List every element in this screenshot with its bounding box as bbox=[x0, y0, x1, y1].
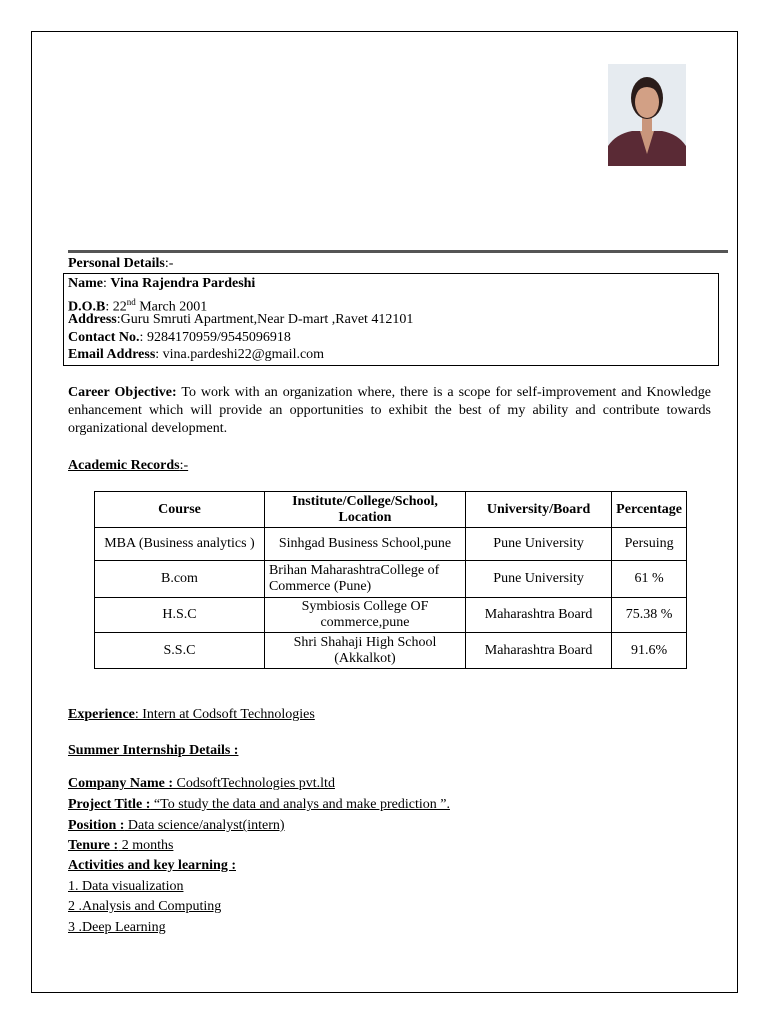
percentage-cell: 61 % bbox=[612, 561, 687, 598]
header-divider bbox=[68, 250, 728, 253]
company-name-line: Company Name : CodsoftTechnologies pvt.ltd bbox=[68, 776, 335, 791]
project-title-line: Project Title : “To study the data and analys and make prediction ”. bbox=[68, 797, 450, 812]
course-cell: B.com bbox=[95, 561, 265, 598]
board-cell: Pune University bbox=[466, 528, 612, 561]
internship-heading: Summer Internship Details : bbox=[68, 743, 239, 758]
tenure-line: Tenure : 2 months bbox=[68, 838, 174, 853]
percentage-cell: Persuing bbox=[612, 528, 687, 561]
academic-records-heading: Academic Records:- bbox=[68, 458, 189, 473]
personal-details-heading: Personal Details:- bbox=[68, 256, 174, 271]
email-row: Email Address: vina.pardeshi22@gmail.com bbox=[68, 347, 325, 362]
column-header: Course bbox=[95, 492, 265, 528]
institute-cell: Shri Shahaji High School (Akkalkot) bbox=[264, 633, 465, 669]
course-cell: H.S.C bbox=[95, 598, 265, 633]
academic-records-table bbox=[94, 491, 687, 669]
table-row bbox=[95, 561, 687, 598]
address-row: Address:Guru Smruti Apartment,Near D-mart ,Ravet 412101 bbox=[68, 312, 414, 327]
institute-cell: Sinhgad Business School,pune bbox=[264, 528, 465, 561]
table-header-row bbox=[95, 492, 687, 528]
table-row bbox=[95, 528, 687, 561]
table-row bbox=[95, 633, 687, 669]
column-header: Percentage bbox=[612, 492, 687, 528]
profile-photo bbox=[608, 64, 686, 166]
activity-item: 2 .Analysis and Computing bbox=[68, 899, 222, 914]
course-cell: MBA (Business analytics ) bbox=[95, 528, 265, 561]
experience-line: Experience: Intern at Codsoft Technologies bbox=[68, 707, 315, 722]
career-objective: Career Objective: To work with an organization where, there is a scope for self-improvement and Knowledge enhancement which will provide an opportunities to exhibit the best of my ability and contribute towards organizational development. bbox=[68, 385, 712, 436]
column-header: University/Board bbox=[466, 492, 612, 528]
institute-cell: Brihan MaharashtraCollege of Commerce (Pune) bbox=[264, 561, 465, 598]
institute-cell: Symbiosis College OF commerce,pune bbox=[264, 598, 465, 633]
table-row bbox=[95, 598, 687, 633]
board-cell: Pune University bbox=[466, 561, 612, 598]
name-row: Name: Vina Rajendra Pardeshi bbox=[68, 276, 256, 291]
percentage-cell: 75.38 % bbox=[612, 598, 687, 633]
dob-row: D.O.B: 22nd March 2001 bbox=[68, 297, 208, 315]
activity-item: 3 .Deep Learning bbox=[68, 920, 166, 935]
percentage-cell: 91.6% bbox=[612, 633, 687, 669]
course-cell: S.S.C bbox=[95, 633, 265, 669]
activities-heading: Activities and key learning : bbox=[68, 858, 236, 873]
board-cell: Maharashtra Board bbox=[466, 633, 612, 669]
column-header: Institute/College/School, Location bbox=[264, 492, 465, 528]
position-line: Position : Data science/analyst(intern) bbox=[68, 818, 285, 833]
board-cell: Maharashtra Board bbox=[466, 598, 612, 633]
activity-item: 1. Data visualization bbox=[68, 879, 184, 894]
contact-row: Contact No.: 9284170959/9545096918 bbox=[68, 330, 291, 345]
